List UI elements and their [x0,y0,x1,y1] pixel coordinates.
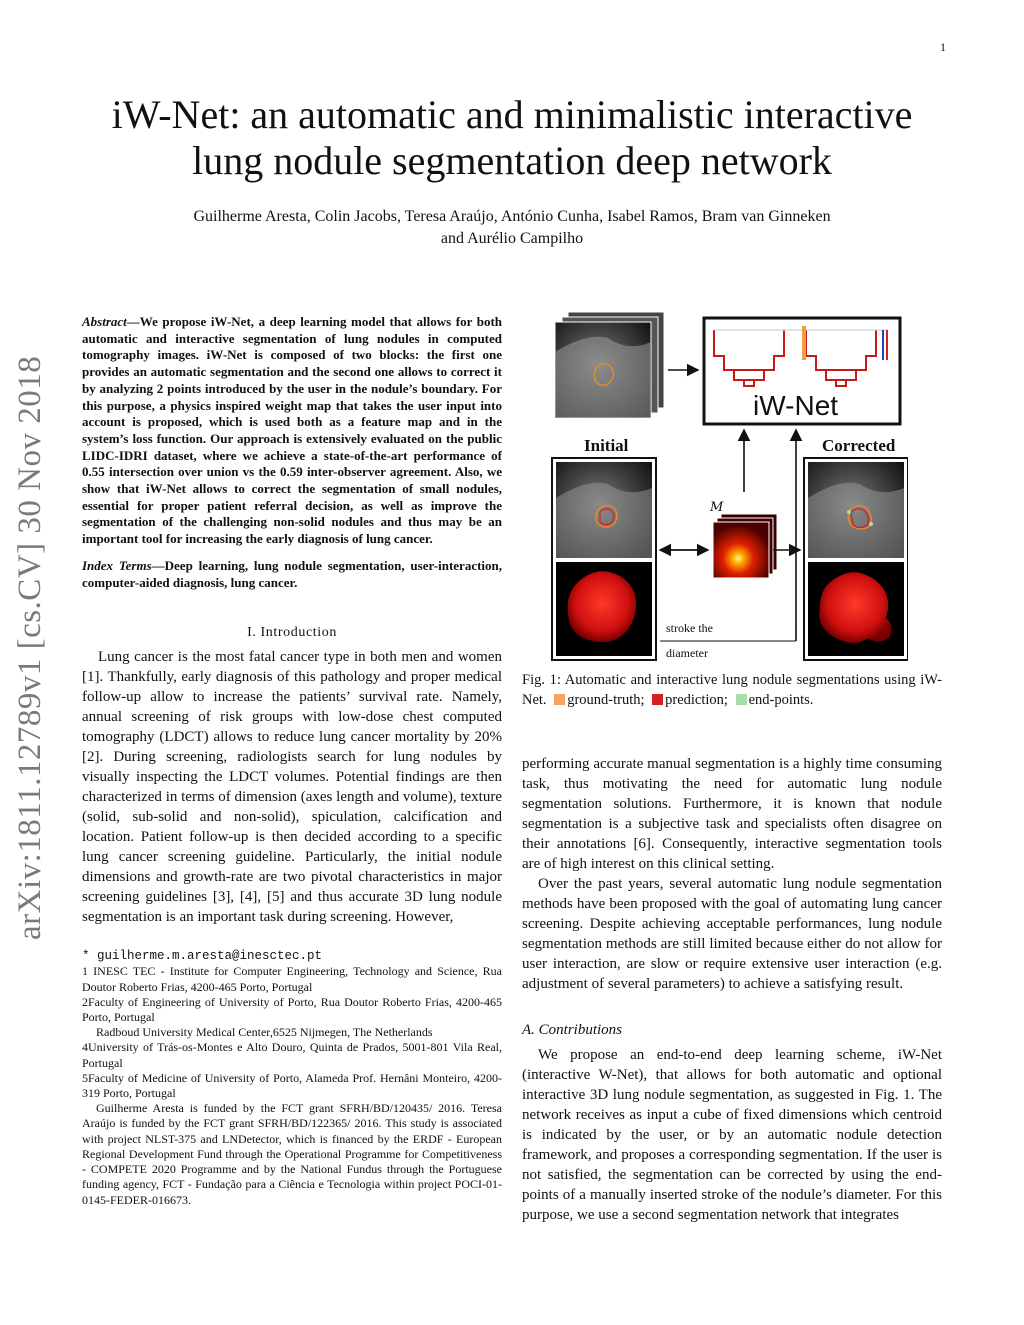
abstract-text: —We propose iW-Net, a deep learning model that allows for both automatic and interactive segmentation of lung nodules in computed tomography images. iW-Net is composed of two blocks: the first one provides an automatic segmentation and the second one allows to correct it by analyzing 2 points introduced by the user in the nodule’s boundary. For this purpose, a physics inspired weight map that takes the user input into account is proposed, which is used both as a feature map and in the system’s loss function. Our approach is extensively evaluated on the public LIDC-IDRI dataset, where we achieve a state-of-the-art performance of 0.55 intersection over union vs the 0.59 inter-observer agreement. Also, we show that iW-Net allows to correct the segmentation of small nodules, essential for proper patient referral decision, as well as improve the segmentation of the challenging non-solid nodules and thus may be an important tool for increasing the early diagnosis of lung cancer. [82,314,502,547]
subsection-contributions: A. Contributions [522,1022,623,1038]
m-label: M [710,500,724,515]
legend-end-points: end-points. [748,692,814,708]
right-column [522,670,942,1225]
index-terms-text: —Deep learning, lung nodule segmentation, user-interaction, computer-aided diagnosis, lung cancer. [82,557,503,590]
authors-line-2: and Aurélio Campilho [440,230,584,247]
diameter-label: diameter [666,646,708,660]
corrected-label: Corrected [822,436,896,455]
prediction-swatch [652,694,663,705]
weight-map-m [713,514,777,578]
paper-title [60,92,964,184]
right-paragraph-3: We propose an end-to-end deep learning scheme, iW-Net (interactive W-Net), that allows for both automatic and optional interactive 3D lung nodule segmentation, as suggested in Fig. 1. The network receives as input a cube of fixed dimensions which centroid is indicated by the user, or by an automatic nodule detection framework, and proposes a corresponding segmentation. If the user is not satisfied, the segmentation can be corrected by using the end-points of a manually inserted stroke of the nodule’s diameter. For this purpose, we use a second segmentation network that integrates [522,1047,942,1223]
index-terms [82,558,502,591]
legend-ground-truth: ground-truth; [567,692,645,708]
footnotes [82,949,502,1207]
figure-diagram [548,312,908,664]
iwnet-label: iW-Net [753,390,839,421]
input-ct-stack [555,312,664,418]
arxiv-stamp: arXiv:1811.12789v1 [cs.CV] 30 Nov 2018 [12,355,48,940]
corrected-panel [804,458,908,660]
title-line-1: iW-Net: an automatic and minimalistic interactive [111,92,913,137]
title-line-2: lung nodule segmentation deep network [192,138,832,183]
figure-caption [522,670,942,710]
figure-1 [548,312,908,664]
footnote-funding: Guilherme Aresta is funded by the FCT grant SFRH/BD/120435/ 2016. Teresa Araújo is funded by the FCT grant SFRH/BD/122365/ 2016. This study is associated with project NLST-375 and LNDetector, which is financed by the ERDF - European Regional Development Fund through the Operational Programme for Competitiveness - COMPETE 2020 Programme and by the National Fundus through the Portuguese funding agency, FCT - Fundação para a Ciência e Tecnologia within project POCI-01-0145-FEDER-016673. [82,1101,502,1207]
stroke-label: stroke the [666,621,713,635]
legend-prediction: prediction; [665,692,728,708]
end-points-swatch [736,694,747,705]
ground-truth-swatch [554,694,565,705]
footnote-affil-4: 4University of Trás-os-Montes e Alto Douro, Quinta de Prados, 5001-801 Vila Real, Portugal [82,1040,502,1070]
initial-label: Initial [584,436,629,455]
right-paragraph-2: Over the past years, several automatic lung nodule segmentation methods have been proposed with the goal of automating lung cancer screening. Despite achieving acceptable performances, lung nodule segmentation methods are still limited because either do not allow for user interaction, are slow or require extensive user interaction (e.g. adjustment of several parameters) to achieve a satisfying result. [522,876,942,992]
page-number: 1 [940,40,946,54]
initial-panel [552,458,656,660]
intro-paragraph: Lung cancer is the most fatal cancer type in both men and women [1]. Thankfully, early diagnosis of this pathology and proper medical follow-up allow to increase the patients’ survival rate. Namely, annual screening of risk groups with low-dose chest computed tomography (LDCT) allows to reduce lung cancer mortality by 20% [2]. During screening, radiologists search for lung nodules by visually inspecting the LDCT volumes. Potential findings are then characterized in terms of dimension (axes length and volume), texture (solid, sub-solid and non-solid), spiculation, calcification and location. Patient follow-up is then decided according to a specific lung cancer screening guideline. Particularly, the initial nodule dimensions and growth-rate are two pivotal characteristics in major screening guidelines [3], [4], [5] and thus accurate 3D lung nodule segmentation is an important task during screening. However, [82,649,502,926]
footnote-affil-2: 2Faculty of Engineering of University of Porto, Rua Doutor Roberto Frias, 4200-465 Porto, Portugal [82,994,502,1025]
caption-text: Fig. 1: Automatic and interactive lung nodule segmentations using iW-Net. [522,672,942,708]
left-column [82,314,502,1208]
footnote-affil-5: 5Faculty of Medicine of University of Porto, Alameda Prof. Hernâni Monteiro, 4200-319 Porto, Portugal [82,1070,502,1101]
footnote-affil-3: Radboud University Medical Center,6525 Nijmegen, The Netherlands [96,1025,433,1040]
index-terms-label: Index Terms [82,557,152,573]
authors-line-1: Guilherme Aresta, Colin Jacobs, Teresa Araújo, António Cunha, Isabel Ramos, Bram van Ginneken [193,208,831,225]
footnote-email[interactable]: * guilherme.m.aresta@inesctec.pt [82,949,323,964]
section-heading-introduction: I. Introduction [247,625,337,641]
footnote-affil-1: 1 INESC TEC - Institute for Computer Engineering, Technology and Science, Rua Doutor Roberto Frias, 4200-465 Porto, Portugal [82,964,502,994]
author-list [70,206,954,250]
abstract-label: Abstract [82,314,127,329]
abstract [82,314,502,548]
right-paragraph-1: performing accurate manual segmentation is a highly time consuming task, thus motivating the need for automatic lung nodule segmentation solutions. Furthermore, it is known that nodule segmentation is a subjective task and specialists often disagree on their annotations [6]. Consequently, interactive segmentation tools are of high interest on this clinical setting. [522,756,942,872]
